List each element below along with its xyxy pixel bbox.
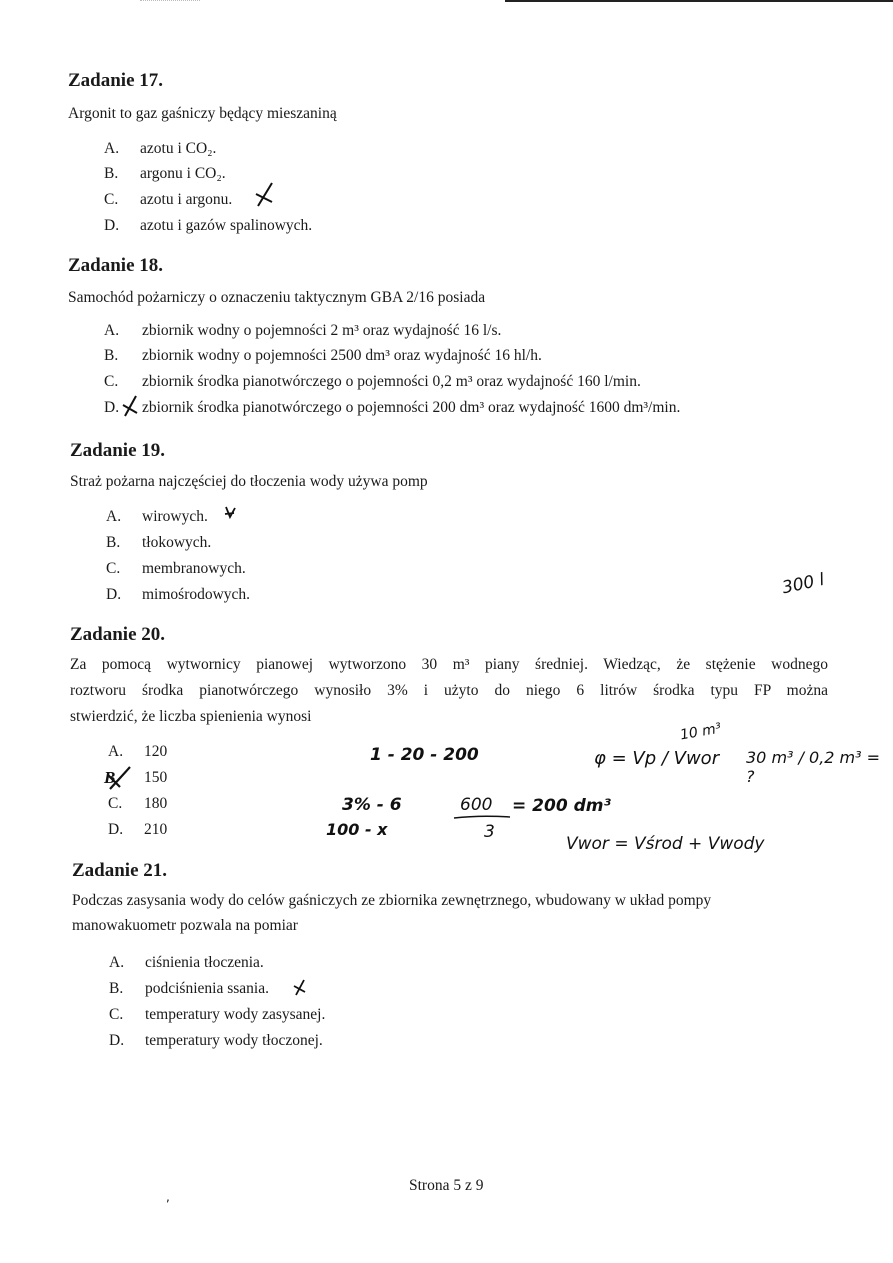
handwritten-calc-3: 100 - x	[326, 820, 388, 839]
task-20-option-b: 150	[144, 769, 168, 786]
task-19-option-b: B. tłokowych.	[106, 534, 212, 551]
task-20-question-line-1: Za pomocą wytwornicy pianowej wytworzono 30 m³ piany średniej. Wiedząc, że stężenie wodnego	[70, 656, 828, 673]
handwritten-calc-4: 600	[460, 795, 493, 815]
answer-mark-21b	[291, 978, 309, 998]
task-20-option-c: C. 180	[108, 795, 168, 812]
task-19-option-a: A. wirowych.	[106, 508, 208, 525]
task-19-option-d: D. mimośrodowych.	[106, 586, 251, 603]
handwritten-formula-3: 30 m³ / 0,2 m³ = ?	[746, 748, 881, 786]
handwritten-formula-2: 10 m³	[678, 720, 723, 744]
handwritten-fraction-line-1	[452, 814, 512, 820]
task-17-option-c: C. azotu i argonu.	[104, 191, 233, 208]
task-19-option-c: C. membranowych.	[106, 560, 246, 577]
task-18-question: Samochód pożarniczy o oznaczeniu taktycznym GBA 2/16 posiada	[68, 289, 486, 306]
answer-mark-17c	[250, 180, 280, 210]
handwritten-note-300: 300 l	[780, 569, 827, 599]
svg-text:B: B	[104, 768, 116, 787]
handwritten-formula-4: Vwor = Vśrod + Vwody	[566, 834, 765, 854]
task-21-question-line-1: Podczas zasysania wody do celów gaśniczych ze zbiornika zewnętrznego, wbudowany w układ pompy	[72, 892, 712, 909]
task-21-title: Zadanie 21.	[72, 860, 168, 881]
handwritten-calc-5: 3	[484, 822, 495, 842]
scan-mark: ,	[166, 1190, 170, 1204]
scan-specks	[140, 0, 200, 2]
top-border-line	[505, 0, 893, 2]
task-17-title: Zadanie 17.	[68, 70, 164, 91]
task-19-title: Zadanie 19.	[70, 440, 166, 461]
task-18-option-d: D. zbiornik środka pianotwórczego o pojemności 200 dm³ oraz wydajność 1600 dm³/min.	[104, 399, 681, 416]
task-17-option-d: D. azotu i gazów spalinowych.	[104, 217, 313, 234]
task-18-option-c: C. zbiornik środka pianotwórczego o pojemności 0,2 m³ oraz wydajność 160 l/min.	[104, 373, 641, 390]
task-20-question-line-3: stwierdzić, że liczba spienienia wynosi	[70, 708, 312, 725]
handwritten-calc-1: 1 - 20 - 200	[370, 745, 479, 765]
task-17-option-a: A. azotu i CO₂.	[104, 140, 217, 157]
task-20-option-a: A. 120	[108, 743, 168, 760]
task-19-question: Straż pożarna najczęściej do tłoczenia wody używa pomp	[70, 473, 428, 490]
task-17-question: Argonit to gaz gaśniczy będący mieszaniną	[68, 105, 337, 122]
task-17-option-b: B. argonu i CO₂.	[104, 165, 226, 182]
task-18-option-a: A. zbiornik wodny o pojemności 2 m³ oraz wydajność 16 l/s.	[104, 322, 502, 339]
task-20-option-d: D. 210	[108, 821, 168, 838]
answer-mark-19a	[222, 505, 238, 521]
handwritten-calc-2: 3% - 6	[342, 795, 402, 815]
page-footer: Strona 5 z 9	[409, 1177, 484, 1194]
task-20-title: Zadanie 20.	[70, 624, 166, 645]
task-20-question-line-2: roztworu środka pianotwórczego wynosiło 3% i użyto do niego 6 litrów środka typu FP można	[70, 682, 828, 699]
task-21-option-a: A. ciśnienia tłoczenia.	[109, 954, 264, 971]
task-21-option-b: B. podciśnienia ssania.	[109, 980, 269, 997]
handwritten-calc-6: = 200 dm³	[512, 796, 611, 816]
task-21-option-c: C. temperatury wody zasysanej.	[109, 1006, 326, 1023]
handwritten-formula-1: φ = Vp / Vwor	[594, 748, 720, 769]
task-21-question-line-2: manowakuometr pozwala na pomiar	[72, 917, 298, 934]
task-18-option-b: B. zbiornik wodny o pojemności 2500 dm³ oraz wydajność 16 hl/h.	[104, 347, 542, 364]
task-18-title: Zadanie 18.	[68, 255, 164, 276]
task-21-option-d: D. temperatury wody tłoczonej.	[109, 1032, 323, 1049]
